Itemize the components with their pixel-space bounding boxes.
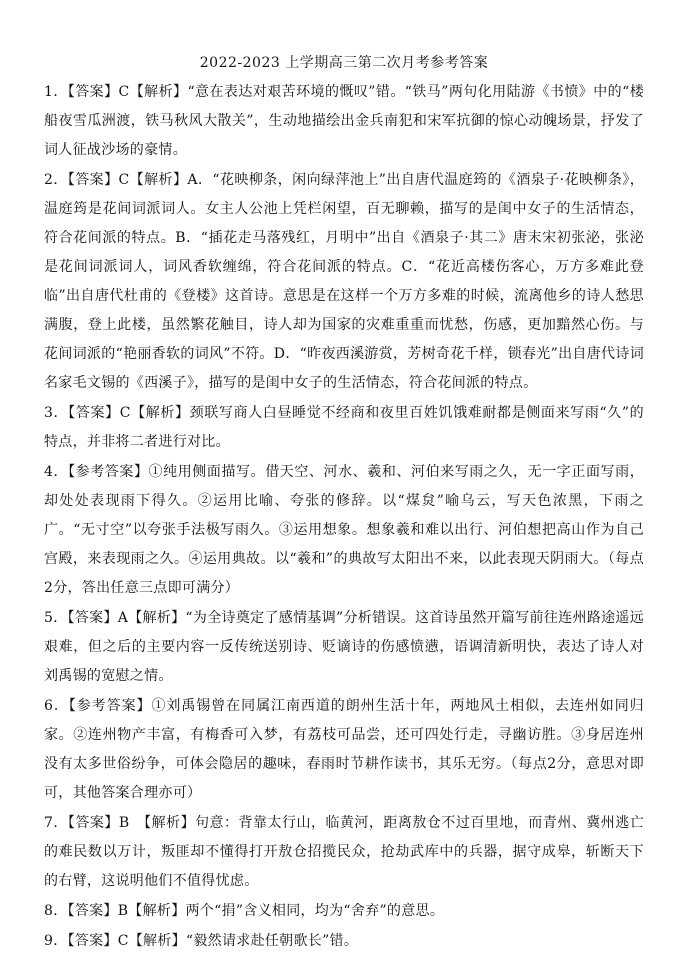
answer-item-3: 3．【答案】C【解析】颈联写商人白昼睡觉不经商和夜里百姓饥饿难耐都是侧面来写雨“久”的特点，并非将二者进行对比。 bbox=[44, 405, 644, 450]
answer-item-8: 8．【答案】B【解析】两个“捐”含义相同，均为“舍弃”的意思。 bbox=[44, 903, 445, 919]
answer-item-5: 5．【答案】A【解析】“为全诗奠定了感情基调”分析错误。这首诗虽然开篇写前往连州路途遥远艰难，但之后的主要内容一反传统送别诗、贬谪诗的伤感愤懑，语调清新明快，表达了诗人对刘禹锡的宽慰之情。 bbox=[44, 610, 644, 684]
answer-item-4: 4．【参考答案】①纯用侧面描写。借天空、河水、羲和、河伯来写雨之久，无一字正面写雨，却处处表现雨下得久。②运用比喻、夸张的修辞。以“煤炱”喻乌云，写天色浓黑，下雨之广。“无寸空”以夸张手法极写雨久。③运用想象。想象羲和难以出行、河伯想把高山作为自己宫殿，来表现雨之久。④运用典故。以“羲和”的典故写太阳出不来，以此表现天阴雨大。（每点2分，答出任意三点即可满分） bbox=[44, 464, 644, 596]
answer-list bbox=[44, 78, 644, 956]
answer-item-6: 6．【参考答案】①刘禹锡曾在同属江南西道的朗州生活十年，两地风土相似，去连州如同归家。②连州物产丰富，有梅香可入梦，有荔枝可品尝，还可四处行走，寻幽访胜。③身居连州没有太多世俗纷争，可体会隐居的趣味，春雨时节耕作读书，其乐无穷。（每点2分，意思对即可，其他答案合理亦可） bbox=[44, 698, 644, 801]
answer-item-2: 2．【答案】C【解析】A．“花映柳条，闲向绿萍池上”出自唐代温庭筠的《酒泉子·花映柳条》，温庭筠是花间词派词人。女主人公池上凭栏闲望，百无聊赖，描写的是闺中女子的生活情态，符合花间派的特点。B．“插花走马落残红，月明中”出自《酒泉子·其二》唐末宋初张泌，张泌是花间词派词人，词风香软缠绵，符合花间派的特点。C．“花近高楼伤客心，万方多难此登临”出自唐代杜甫的《登楼》这首诗。意思是在这样一个万方多难的时候，流离他乡的诗人愁思满腹，登上此楼，虽然繁花触目，诗人却为国家的灾难重重而忧愁，伤感，更加黯然心伤。与花间词派的“艳丽香软的词风”不符。D．“昨夜西溪游赏，芳树奇花千样，锁春光”出自唐代诗词名家毛文锡的《西溪子》，描写的是闺中女子的生活情态，符合花间派的特点。 bbox=[44, 172, 644, 391]
page-title: 2022-2023 上学期高三第二次月考参考答案 bbox=[199, 55, 489, 71]
answer-item-9: 9．【答案】C【解析】“毅然请求赴任朝歌长”错。 bbox=[44, 933, 359, 949]
answer-item-1: 1．【答案】C【解析】“意在表达对艰苦环境的慨叹”错。“铁马”两句化用陆游《书愤》中的“楼船夜雪瓜洲渡，铁马秋风大散关”，生动地描绘出金兵南犯和宋军抗御的惊心动魄场景，抒发了词人征战沙场的豪情。 bbox=[44, 84, 644, 158]
answer-item-7: 7．【答案】B 【解析】句意：背靠太行山，临黄河，距离敖仓不过百里地，而青州、冀州逃亡的难民数以万计，叛匪却不懂得打开敖仓招揽民众，抢劫武库中的兵器，据守成皋，斩断天下的右臂，这说明他们不值得忧虑。 bbox=[44, 815, 644, 889]
